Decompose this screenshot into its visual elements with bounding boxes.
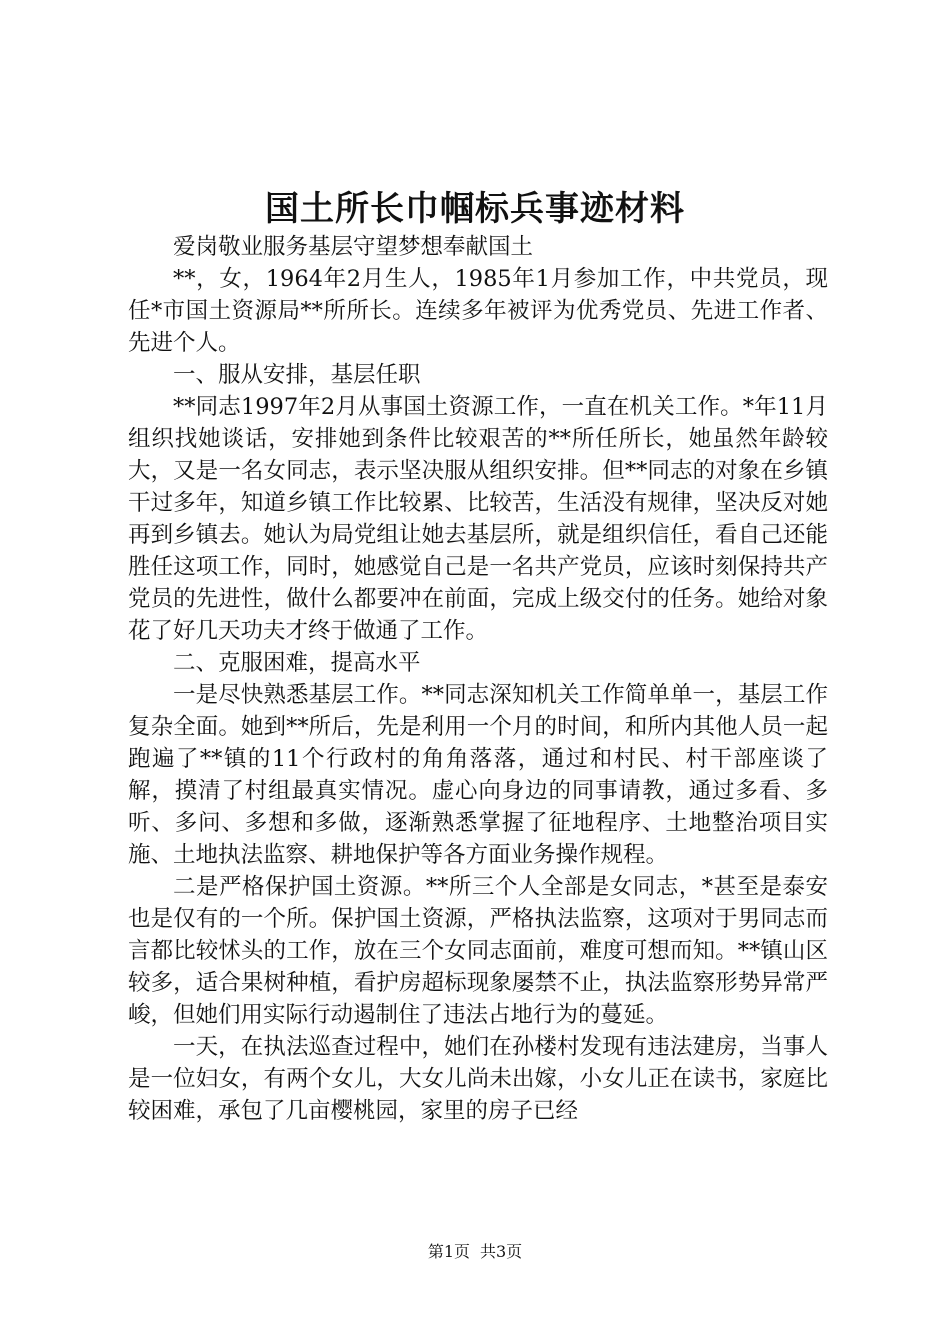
section-heading: 一、服从安排，基层任职 bbox=[173, 362, 421, 388]
page-footer bbox=[0, 1240, 950, 1264]
section-heading: 二、克服困难，提高水平 bbox=[173, 650, 421, 676]
subtitle-paragraph: 爱岗敬业服务基层守望梦想奉献国土 bbox=[173, 234, 534, 260]
document-body bbox=[128, 231, 828, 1127]
document-title: 国土所长巾帼标兵事迹材料 bbox=[265, 189, 685, 229]
body-paragraph: **，女，1964年2月生人，1985年1月参加工作，中共党员，现任*市国土资源局**所所长。连续多年被评为优秀党员、先进工作者、先进个人。 bbox=[128, 266, 828, 356]
body-paragraph: 二是严格保护国土资源。**所三个人全部是女同志，*甚至是泰安也是仅有的一个所。保护国土资源，严格执法监察，这项对于男同志而言都比较怵头的工作，放在三个女同志面前，难度可想而知。**镇山区较多，适合果树种植，看护房超标现象屡禁不止，执法监察形势异常严峻，但她们用实际行动遏制住了违法占地行为的蔓延。 bbox=[128, 874, 828, 1028]
body-paragraph: 一是尽快熟悉基层工作。**同志深知机关工作简单单一，基层工作复杂全面。她到**所后，先是利用一个月的时间，和所内其他人员一起跑遍了**镇的11个行政村的角角落落，通过和村民、村干部座谈了解，摸清了村组最真实情况。虚心向身边的同事请教，通过多看、多听、多问、多想和多做，逐渐熟悉掌握了征地程序、土地整治项目实施、土地执法监察、耕地保护等各方面业务操作规程。 bbox=[128, 682, 828, 868]
body-paragraph: 一天，在执法巡查过程中，她们在孙楼村发现有违法建房，当事人是一位妇女，有两个女儿，大女儿尚未出嫁，小女儿正在读书，家庭比较困难，承包了几亩樱桃园，家里的房子已经 bbox=[128, 1034, 828, 1124]
body-paragraph: **同志1997年2月从事国土资源工作，一直在机关工作。*年11月组织找她谈话，安排她到条件比较艰苦的**所任所长，她虽然年龄较大，又是一名女同志，表示坚决服从组织安排。但**同志的对象在乡镇干过多年，知道乡镇工作比较累、比较苦，生活没有规律，坚决反对她再到乡镇去。她认为局党组让她去基层所，就是组织信任，看自己还能胜任这项工作，同时，她感觉自己是一名共产党员，应该时刻保持共产党员的先进性，做什么都要冲在前面，完成上级交付的任务。她给对象花了好几天功夫才终于做通了工作。 bbox=[128, 394, 828, 644]
page-number: 第1页 bbox=[427, 1242, 470, 1261]
page-total: 共3页 bbox=[480, 1242, 523, 1261]
